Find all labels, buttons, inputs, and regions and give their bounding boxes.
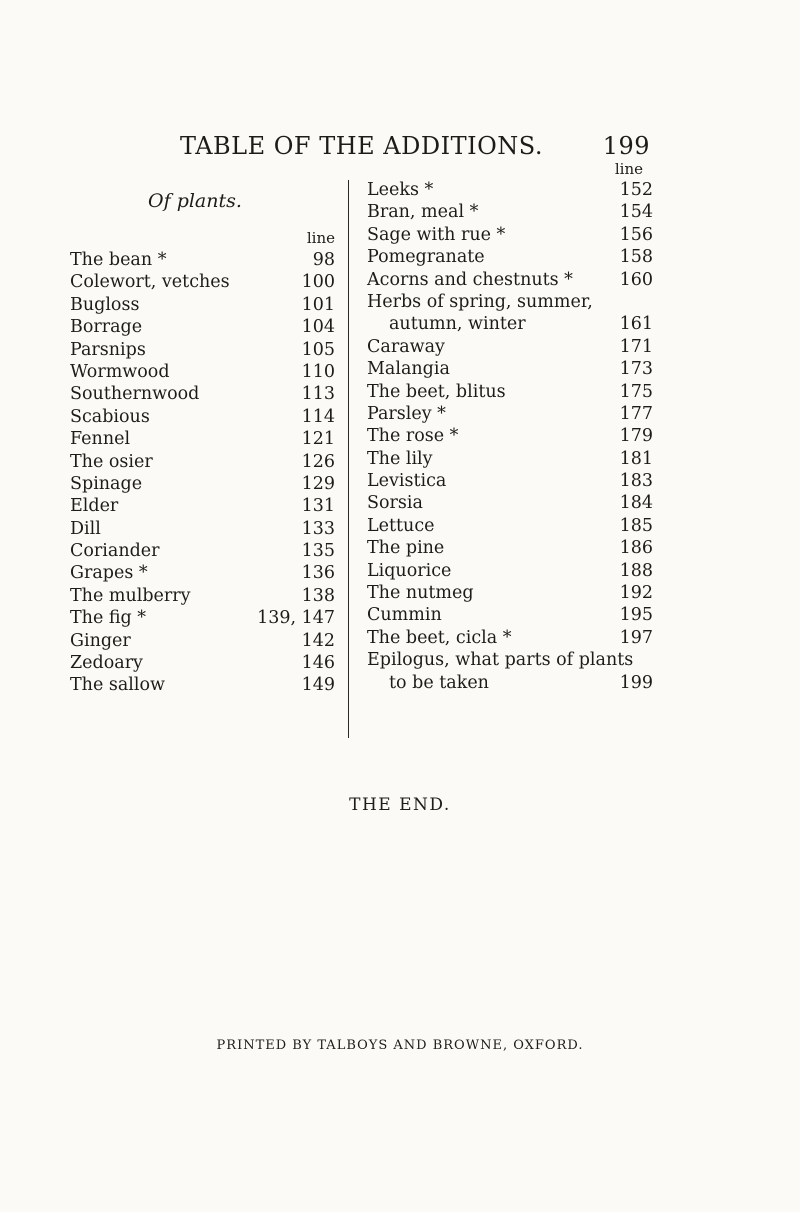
entry-label: The osier bbox=[70, 451, 153, 472]
index-entry bbox=[70, 249, 335, 271]
entry-line-number: 139, 147 bbox=[257, 608, 335, 629]
right-index-rows bbox=[367, 179, 657, 694]
entry-line-number: 142 bbox=[301, 630, 335, 651]
entry-line-number: 160 bbox=[619, 269, 653, 290]
right-line-column-header: line bbox=[614, 160, 643, 178]
entry-line-number: 188 bbox=[619, 560, 653, 581]
entry-line-number: 183 bbox=[619, 471, 653, 492]
entry-line-number: 105 bbox=[301, 339, 335, 360]
index-entry bbox=[367, 179, 657, 201]
entry-label: The bean * bbox=[70, 250, 167, 270]
entry-label: Dill bbox=[70, 518, 101, 539]
index-entry bbox=[367, 649, 657, 671]
index-entry bbox=[70, 361, 335, 383]
index-entry bbox=[70, 383, 335, 405]
entry-label: Levistica bbox=[367, 471, 447, 492]
entry-label: Malangia bbox=[367, 359, 450, 380]
entry-line-number: 98 bbox=[312, 250, 335, 270]
index-entry bbox=[70, 451, 335, 473]
column-divider bbox=[348, 180, 349, 738]
entry-line-number: 156 bbox=[619, 224, 653, 245]
entry-line-number: 133 bbox=[301, 518, 335, 539]
index-entry bbox=[367, 403, 657, 425]
entry-line-number: 100 bbox=[301, 272, 335, 293]
entry-line-number: 199 bbox=[619, 672, 653, 693]
entry-line-number: 154 bbox=[619, 202, 653, 223]
index-entry bbox=[70, 607, 335, 629]
entry-label: Liquorice bbox=[367, 560, 452, 581]
index-entry bbox=[70, 495, 335, 517]
index-entry bbox=[70, 316, 335, 338]
entry-label: Leeks * bbox=[367, 180, 434, 200]
entry-label: Bran, meal * bbox=[367, 202, 479, 223]
index-entry bbox=[367, 672, 657, 694]
entry-label: Zedoary bbox=[70, 653, 143, 674]
index-entry bbox=[367, 313, 657, 335]
index-entry bbox=[70, 406, 335, 428]
entry-label: autumn, winter bbox=[389, 314, 526, 335]
entry-label: Lettuce bbox=[367, 515, 435, 536]
entry-label: Fennel bbox=[70, 429, 131, 450]
index-entry bbox=[70, 562, 335, 584]
index-entry bbox=[70, 540, 335, 562]
entry-label: Spinage bbox=[70, 473, 143, 494]
entry-label: Sorsia bbox=[367, 493, 423, 514]
left-line-column-header: line bbox=[306, 229, 335, 247]
entry-label: Coriander bbox=[70, 541, 160, 562]
entry-label: The sallow bbox=[70, 675, 165, 696]
entry-line-number: 185 bbox=[619, 515, 653, 536]
entry-line-number: 179 bbox=[619, 426, 653, 447]
entry-line-number: 181 bbox=[619, 448, 653, 469]
index-entry bbox=[367, 560, 657, 582]
entry-line-number: 136 bbox=[301, 563, 335, 584]
index-entry bbox=[367, 381, 657, 403]
entry-label: Herbs of spring, summer, bbox=[367, 291, 593, 312]
entry-line-number: 135 bbox=[301, 541, 335, 562]
index-entry bbox=[367, 537, 657, 559]
entry-line-number: 192 bbox=[619, 583, 653, 604]
entry-label: The pine bbox=[367, 538, 445, 559]
entry-line-number: 186 bbox=[619, 538, 653, 559]
index-entry bbox=[367, 291, 657, 313]
entry-line-number: 121 bbox=[301, 429, 335, 450]
entry-label: Pomegranate bbox=[367, 247, 485, 268]
entry-line-number: 171 bbox=[619, 336, 653, 357]
entry-label: Scabious bbox=[70, 406, 150, 427]
entry-label: Wormwood bbox=[70, 361, 170, 382]
index-entry bbox=[367, 246, 657, 268]
entry-label: The fig * bbox=[70, 608, 147, 629]
index-entry bbox=[367, 336, 657, 358]
index-entry bbox=[367, 269, 657, 291]
entry-line-number: 161 bbox=[619, 314, 653, 335]
index-entry bbox=[70, 674, 335, 696]
entry-label: The mulberry bbox=[70, 585, 191, 606]
index-entry bbox=[70, 518, 335, 540]
entry-line-number: 197 bbox=[619, 627, 653, 648]
entry-line-number: 129 bbox=[301, 473, 335, 494]
index-entry bbox=[367, 358, 657, 380]
index-entry bbox=[70, 428, 335, 450]
entry-line-number: 110 bbox=[301, 361, 335, 382]
entry-label: Ginger bbox=[70, 630, 131, 651]
entry-label: Cummin bbox=[367, 605, 442, 626]
entry-label: The beet, blitus bbox=[367, 381, 506, 402]
entry-label: Borrage bbox=[70, 317, 143, 338]
index-entry bbox=[70, 585, 335, 607]
index-entry bbox=[70, 630, 335, 652]
entry-line-number: 177 bbox=[619, 403, 653, 424]
entry-label: Parsley * bbox=[367, 403, 446, 424]
entry-label: Southernwood bbox=[70, 384, 200, 405]
index-entry bbox=[367, 224, 657, 246]
section-title: Of plants. bbox=[148, 190, 242, 212]
index-entry bbox=[367, 627, 657, 649]
index-entry bbox=[70, 294, 335, 316]
index-entry bbox=[367, 582, 657, 604]
entry-label: to be taken bbox=[389, 672, 489, 693]
index-entry bbox=[70, 473, 335, 495]
entry-line-number: 152 bbox=[619, 180, 653, 200]
entry-line-number: 175 bbox=[619, 381, 653, 402]
entry-label: Caraway bbox=[367, 336, 445, 357]
entry-label: Acorns and chestnuts * bbox=[367, 269, 573, 290]
entry-line-number: 126 bbox=[301, 451, 335, 472]
index-entry bbox=[70, 652, 335, 674]
index-entry bbox=[367, 425, 657, 447]
entry-line-number: 114 bbox=[301, 406, 335, 427]
index-entry bbox=[367, 515, 657, 537]
index-entry bbox=[367, 470, 657, 492]
index-entry bbox=[70, 339, 335, 361]
the-end-text: THE END. bbox=[349, 795, 451, 815]
entry-line-number: 101 bbox=[301, 294, 335, 315]
entry-label: The rose * bbox=[367, 426, 459, 447]
entry-line-number: 158 bbox=[619, 247, 653, 268]
entry-line-number: 104 bbox=[301, 317, 335, 338]
entry-label: Elder bbox=[70, 496, 119, 517]
entry-label: The lily bbox=[367, 448, 433, 469]
entry-label: Parsnips bbox=[70, 339, 146, 360]
entry-line-number: 138 bbox=[301, 585, 335, 606]
page-title: TABLE OF THE ADDITIONS. bbox=[180, 132, 543, 160]
index-entry bbox=[367, 201, 657, 223]
entry-line-number: 131 bbox=[301, 496, 335, 517]
entry-label: The nutmeg bbox=[367, 583, 474, 604]
entry-line-number: 146 bbox=[301, 653, 335, 674]
entry-line-number: 113 bbox=[301, 384, 335, 405]
index-entry bbox=[367, 492, 657, 514]
entry-label: Epilogus, what parts of plants bbox=[367, 650, 634, 671]
entry-line-number: 195 bbox=[619, 605, 653, 626]
index-entry bbox=[367, 604, 657, 626]
entry-label: Sage with rue * bbox=[367, 224, 506, 245]
entry-line-number: 173 bbox=[619, 359, 653, 380]
entry-line-number: 149 bbox=[301, 675, 335, 696]
entry-label: The beet, cicla * bbox=[367, 627, 512, 648]
printer-imprint: PRINTED BY TALBOYS AND BROWNE, OXFORD. bbox=[216, 1038, 584, 1053]
page-number: 199 bbox=[602, 132, 650, 160]
left-index-rows bbox=[70, 249, 335, 697]
index-entry bbox=[367, 448, 657, 470]
entry-label: Grapes * bbox=[70, 563, 148, 584]
entry-label: Bugloss bbox=[70, 294, 140, 315]
entry-label: Colewort, vetches bbox=[70, 272, 230, 293]
index-entry bbox=[70, 271, 335, 293]
entry-line-number: 184 bbox=[619, 493, 653, 514]
